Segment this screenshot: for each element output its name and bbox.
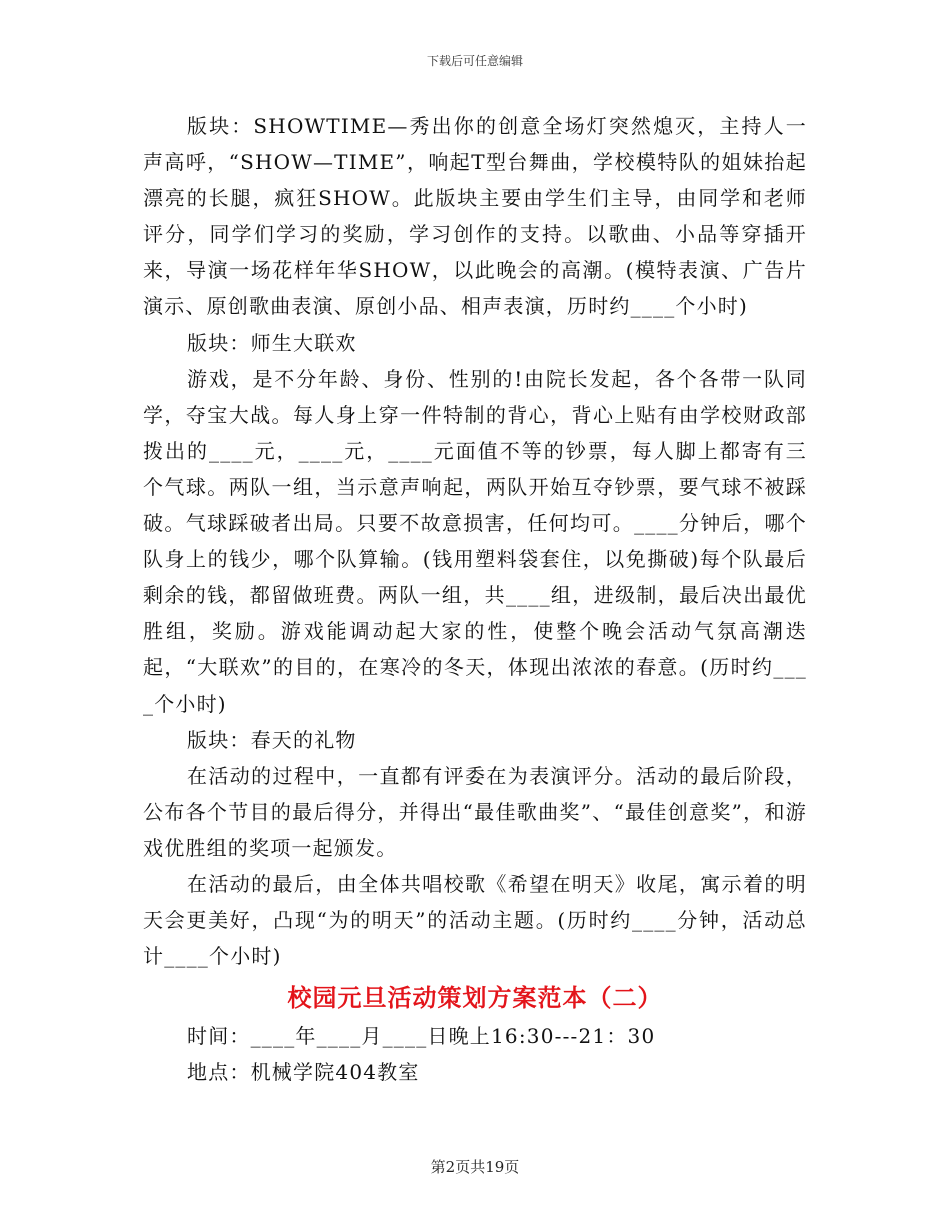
location-line: 地点：机械学院404教室 <box>187 1060 420 1085</box>
paragraph-game: 游戏，是不分年龄、身份、性别的!由院长发起，各个各带一队同学，夺宝大战。每人身上穿一件特制的背心，背心上贴有由学校财政部拨出的____元，____元，____元面值不等的钞票，每人脚上都寄有三个气球。两队一组，当示意声响起，两队开始互夺钞票，要气球不被踩破。气球踩破者出局。只要不故意损害，任何均可。____分钟后，哪个队身上的钱少，哪个队算输。(钱用塑料袋套住，以免撕破)每个队最后剩余的钱，都留做班费。两队一组，共____组，进级制，最后决出最优胜组，奖励。游戏能调动起大家的性，使整个晚会活动气氛高潮迭起，“大联欢”的目的，在寒冷的冬天，体现出浓浓的春意。(历时约____个小时) <box>143 366 807 716</box>
paragraph-heading-spring-gift: 版块：春天的礼物 <box>187 727 357 752</box>
paragraph-heading-teacher-student: 版块：师生大联欢 <box>187 330 357 355</box>
paragraph-showtime: 版块：SHOWTIME—秀出你的创意全场灯突然熄灭，主持人一声高呼，“SHOW—TIME”，响起T型台舞曲，学校模特队的姐妹抬起漂亮的长腿，疯狂SHOW。此版块主要由学生们主导，由同学和老师评分，同学们学习的奖励，学习创作的支持。以歌曲、小品等穿插开来，导演一场花样年华SHOW，以此晚会的高潮。(模特表演、广告片演示、原创歌曲表演、原创小品、相声表演，历时约____个小时) <box>143 114 807 319</box>
document-body <box>143 108 807 1090</box>
paragraph-judging: 在活动的过程中，一直都有评委在为表演评分。活动的最后阶段，公布各个节目的最后得分，并得出“最佳歌曲奖”、“最佳创意奖”，和游戏优胜组的奖项一起颁发。 <box>143 763 807 860</box>
time-line: 时间：____年____月____日晚上16:30---21：30 <box>187 1024 656 1049</box>
page-footer-page-number: 第2页共19页 <box>430 1158 520 1176</box>
page-header-note: 下载后可任意编辑 <box>426 54 523 68</box>
paragraph-closing: 在活动的最后，由全体共唱校歌《希望在明天》收尾，寓示着的明天会更美好，凸现“为的明天”的活动主题。(历时约____分钟，活动总计____个小时) <box>143 871 807 969</box>
section-title: 校园元旦活动策划方案范本（二） <box>287 983 663 1013</box>
